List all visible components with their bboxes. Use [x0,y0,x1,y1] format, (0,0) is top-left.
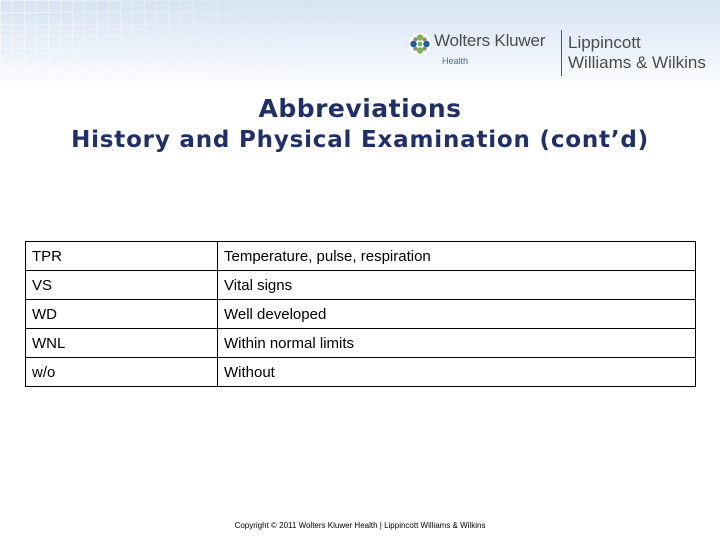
meaning-cell: Temperature, pulse, respiration [218,242,696,271]
table-row [26,271,696,300]
meaning-cell: Without [218,358,696,387]
logo-imprint-line1: Lippincott [568,33,641,52]
abbreviation-table [25,241,696,387]
meaning-cell: Within normal limits [218,329,696,358]
table-row [26,242,696,271]
abbreviation-cell: TPR [26,242,218,271]
logo-company-name: Wolters Kluwer [434,31,546,50]
abbreviation-cell: WD [26,300,218,329]
meaning-cell: Well developed [218,300,696,329]
table-row [26,329,696,358]
wolters-kluwer-logo-icon [408,32,432,56]
logo-imprint-line2: Williams & Wilkins [568,53,706,72]
table-row [26,358,696,387]
abbreviation-cell: WNL [26,329,218,358]
table-row [26,300,696,329]
abbreviation-cell: w/o [26,358,218,387]
slide-title: Abbreviations [258,94,462,123]
logo-divider [561,30,562,76]
header-grid-pattern [0,0,380,90]
publisher-logo [408,30,718,80]
abbreviation-cell: VS [26,271,218,300]
slide-subtitle: History and Physical Examination (cont’d) [71,127,649,153]
copyright-footer: Copyright © 2011 Wolters Kluwer Health | Lippincott Williams & Wilkins [234,521,486,530]
meaning-cell: Vital signs [218,271,696,300]
logo-division-name: Health [442,56,469,66]
